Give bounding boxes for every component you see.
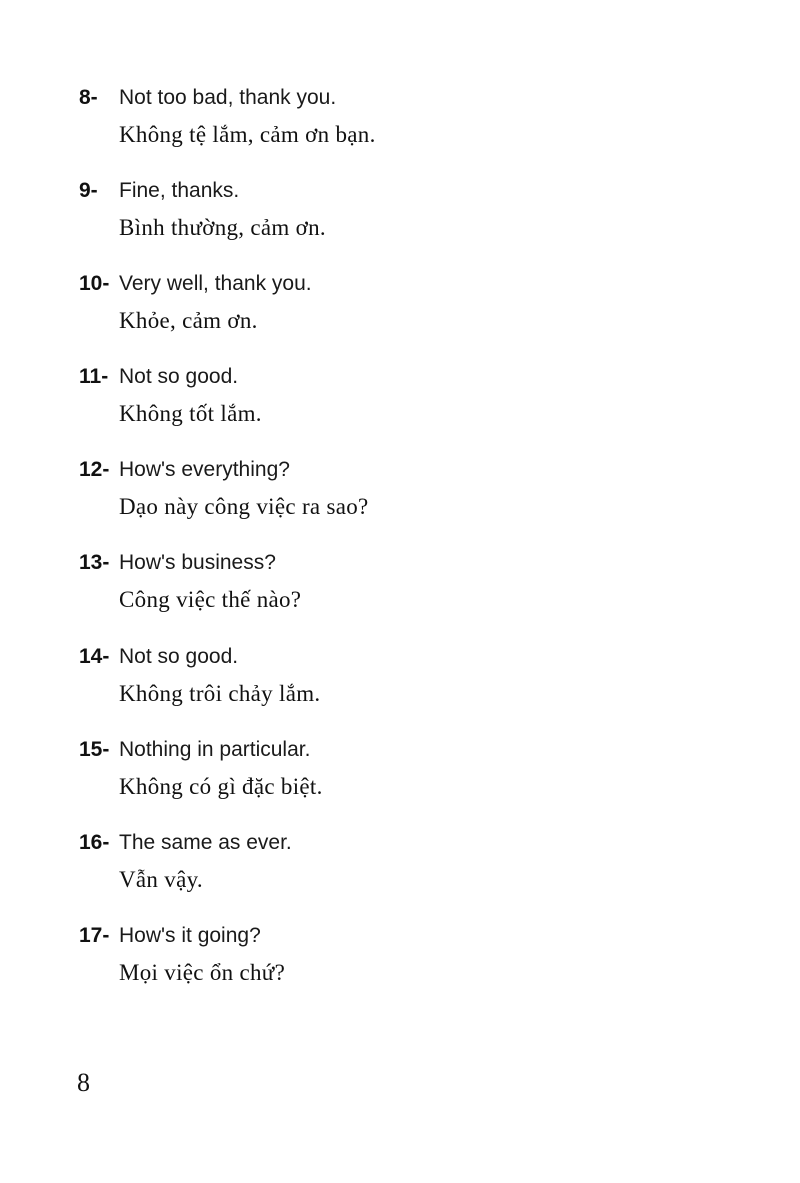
- vietnamese-translation: Mọi việc ổn chứ?: [119, 960, 286, 985]
- vietnamese-translation: Không tốt lắm.: [119, 401, 262, 426]
- english-phrase: Not too bad, thank you.: [119, 86, 337, 109]
- english-phrase: Fine, thanks.: [119, 179, 240, 202]
- phrase-entry: [79, 645, 719, 707]
- entry-number: 14-: [79, 645, 110, 668]
- english-phrase: How's it going?: [119, 924, 261, 947]
- english-phrase: How's business?: [119, 551, 276, 574]
- english-phrase: Very well, thank you.: [119, 272, 312, 295]
- phrase-entry: [79, 272, 719, 334]
- vietnamese-translation: Vẫn vậy.: [119, 867, 203, 892]
- entry-number: 15-: [79, 738, 110, 761]
- entry-number: 10-: [79, 272, 110, 295]
- vietnamese-translation: Bình thường, cảm ơn.: [119, 215, 326, 240]
- vietnamese-translation: Không trôi chảy lắm.: [119, 681, 321, 706]
- english-phrase: Not so good.: [119, 645, 239, 668]
- phrase-entry: [79, 551, 719, 613]
- phrase-entry: [79, 179, 719, 241]
- vietnamese-translation: Khỏe, cảm ơn.: [119, 308, 258, 333]
- phrase-entry: [79, 86, 719, 148]
- vietnamese-translation: Công việc thế nào?: [119, 587, 302, 612]
- english-phrase: Nothing in particular.: [119, 738, 311, 761]
- entry-number: 12-: [79, 458, 110, 481]
- entry-number: 13-: [79, 551, 110, 574]
- page-number: 8: [77, 1068, 90, 1097]
- english-phrase: How's everything?: [119, 458, 290, 481]
- entry-number: 16-: [79, 831, 110, 854]
- english-phrase: The same as ever.: [119, 831, 292, 854]
- entry-number: 11-: [79, 365, 109, 388]
- phrase-entry: [79, 458, 719, 520]
- vietnamese-translation: Dạo này công việc ra sao?: [119, 494, 369, 519]
- entry-number: 9-: [79, 179, 98, 202]
- phrase-entry: [79, 831, 719, 893]
- english-phrase: Not so good.: [119, 365, 239, 388]
- entry-number: 8-: [79, 86, 98, 109]
- vietnamese-translation: Không tệ lắm, cảm ơn bạn.: [119, 122, 376, 147]
- phrase-entry: [79, 924, 719, 986]
- phrase-entry: [79, 365, 719, 427]
- vietnamese-translation: Không có gì đặc biệt.: [119, 774, 323, 799]
- entry-number: 17-: [79, 924, 110, 947]
- phrase-entry: [79, 738, 719, 800]
